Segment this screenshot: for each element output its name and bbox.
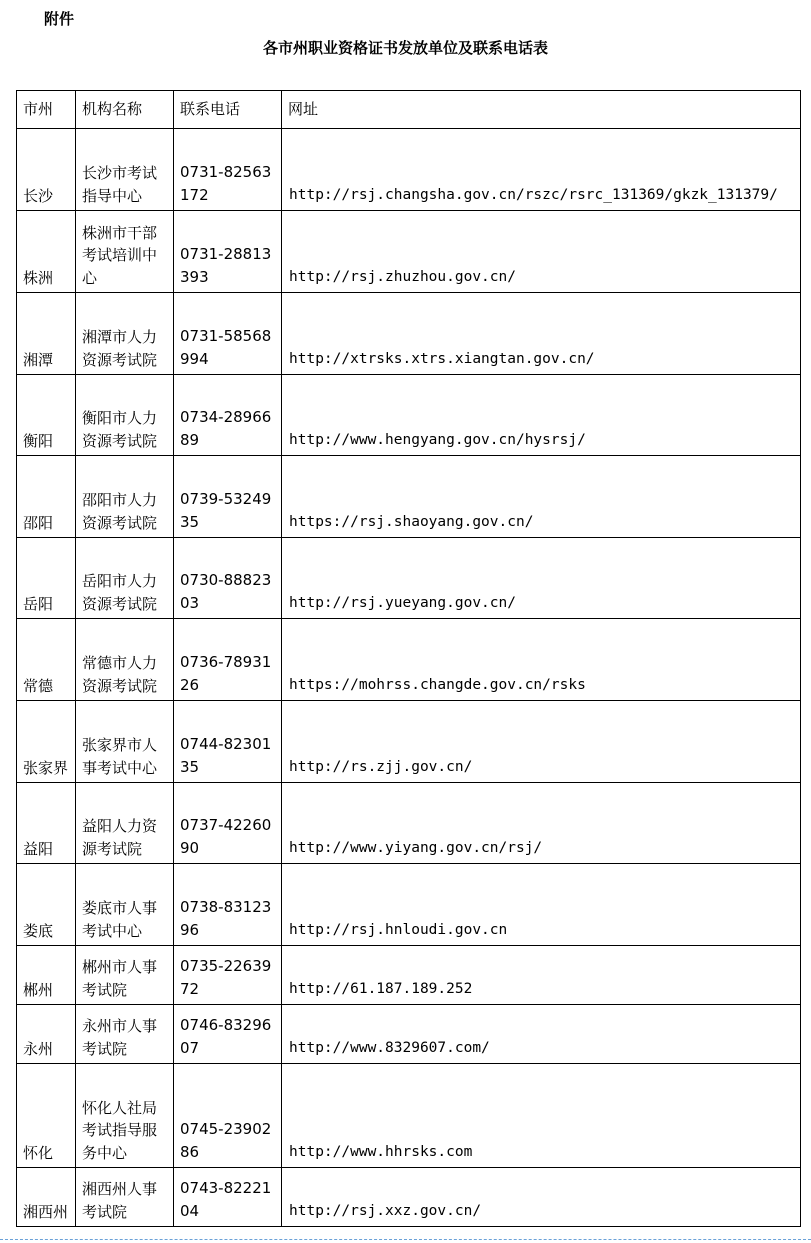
phone-cell: 0743-8222104 bbox=[174, 1168, 282, 1227]
phone-cell: 0746-8329607 bbox=[174, 1005, 282, 1064]
attachment-label: 附件 bbox=[44, 10, 75, 28]
page-title: 各市州职业资格证书发放单位及联系电话表 bbox=[262, 39, 548, 57]
table-row bbox=[17, 375, 801, 456]
table-row bbox=[17, 701, 801, 783]
city-cell: 张家界 bbox=[17, 701, 76, 783]
url-cell[interactable]: http://rsj.xxz.gov.cn/ bbox=[282, 1168, 801, 1227]
page-bottom-divider bbox=[0, 1239, 811, 1241]
org-name-cell: 湘潭市人力资源考试院 bbox=[76, 293, 174, 375]
table-row bbox=[17, 1005, 801, 1064]
org-name-cell: 永州市人事考试院 bbox=[76, 1005, 174, 1064]
city-cell: 益阳 bbox=[17, 783, 76, 864]
city-cell: 湘潭 bbox=[17, 293, 76, 375]
city-cell: 邵阳 bbox=[17, 456, 76, 538]
city-cell: 怀化 bbox=[17, 1064, 76, 1168]
org-name-cell: 岳阳市人力资源考试院 bbox=[76, 538, 174, 619]
org-name-cell: 张家界市人事考试中心 bbox=[76, 701, 174, 783]
org-name-cell: 娄底市人事考试中心 bbox=[76, 864, 174, 946]
table-row bbox=[17, 864, 801, 946]
table-row bbox=[17, 456, 801, 538]
city-cell: 长沙 bbox=[17, 129, 76, 211]
phone-cell: 0731-58568994 bbox=[174, 293, 282, 375]
org-name-cell: 长沙市考试指导中心 bbox=[76, 129, 174, 211]
city-cell: 株洲 bbox=[17, 211, 76, 293]
url-cell[interactable]: http://rsj.changsha.gov.cn/rszc/rsrc_131369/gkzk_131379/ bbox=[282, 129, 801, 211]
org-name-cell: 怀化人社局考试指导服务中心 bbox=[76, 1064, 174, 1168]
url-cell[interactable]: http://rsj.zhuzhou.gov.cn/ bbox=[282, 211, 801, 293]
url-cell[interactable]: http://rsj.yueyang.gov.cn/ bbox=[282, 538, 801, 619]
header-city: 市州 bbox=[17, 91, 76, 129]
city-cell: 衡阳 bbox=[17, 375, 76, 456]
header-phone: 联系电话 bbox=[174, 91, 282, 129]
url-cell[interactable]: https://mohrss.changde.gov.cn/rsks bbox=[282, 619, 801, 701]
city-cell: 郴州 bbox=[17, 946, 76, 1005]
url-cell[interactable]: https://rsj.shaoyang.gov.cn/ bbox=[282, 456, 801, 538]
phone-cell: 0730-8882303 bbox=[174, 538, 282, 619]
phone-cell: 0731-28813393 bbox=[174, 211, 282, 293]
org-name-cell: 株洲市干部考试培训中心 bbox=[76, 211, 174, 293]
phone-cell: 0736-7893126 bbox=[174, 619, 282, 701]
table-row bbox=[17, 619, 801, 701]
url-cell[interactable]: http://rs.zjj.gov.cn/ bbox=[282, 701, 801, 783]
city-cell: 湘西州 bbox=[17, 1168, 76, 1227]
url-cell[interactable]: http://www.8329607.com/ bbox=[282, 1005, 801, 1064]
table-header-row bbox=[17, 91, 801, 129]
url-cell[interactable]: http://61.187.189.252 bbox=[282, 946, 801, 1005]
url-cell[interactable]: http://www.hhrsks.com bbox=[282, 1064, 801, 1168]
table-row bbox=[17, 211, 801, 293]
url-cell[interactable]: http://rsj.hnloudi.gov.cn bbox=[282, 864, 801, 946]
org-name-cell: 常德市人力资源考试院 bbox=[76, 619, 174, 701]
url-cell[interactable]: http://www.yiyang.gov.cn/rsj/ bbox=[282, 783, 801, 864]
city-cell: 永州 bbox=[17, 1005, 76, 1064]
phone-cell: 0735-2263972 bbox=[174, 946, 282, 1005]
phone-cell: 0734-2896689 bbox=[174, 375, 282, 456]
table-row bbox=[17, 1168, 801, 1227]
org-name-cell: 湘西州人事考试院 bbox=[76, 1168, 174, 1227]
phone-cell: 0731-82563172 bbox=[174, 129, 282, 211]
city-cell: 常德 bbox=[17, 619, 76, 701]
city-cell: 娄底 bbox=[17, 864, 76, 946]
table-row bbox=[17, 129, 801, 211]
phone-cell: 0739-5324935 bbox=[174, 456, 282, 538]
phone-cell: 0745-2390286 bbox=[174, 1064, 282, 1168]
org-name-cell: 邵阳市人力资源考试院 bbox=[76, 456, 174, 538]
table-row bbox=[17, 1064, 801, 1168]
contact-table bbox=[16, 90, 801, 1227]
table-row bbox=[17, 783, 801, 864]
table-row bbox=[17, 293, 801, 375]
org-name-cell: 郴州市人事考试院 bbox=[76, 946, 174, 1005]
table-row bbox=[17, 538, 801, 619]
org-name-cell: 衡阳市人力资源考试院 bbox=[76, 375, 174, 456]
header-url: 网址 bbox=[282, 91, 801, 129]
phone-cell: 0737-4226090 bbox=[174, 783, 282, 864]
city-cell: 岳阳 bbox=[17, 538, 76, 619]
url-cell[interactable]: http://xtrsks.xtrs.xiangtan.gov.cn/ bbox=[282, 293, 801, 375]
phone-cell: 0738-8312396 bbox=[174, 864, 282, 946]
phone-cell: 0744-8230135 bbox=[174, 701, 282, 783]
org-name-cell: 益阳人力资源考试院 bbox=[76, 783, 174, 864]
table-row bbox=[17, 946, 801, 1005]
url-cell[interactable]: http://www.hengyang.gov.cn/hysrsj/ bbox=[282, 375, 801, 456]
header-org: 机构名称 bbox=[76, 91, 174, 129]
